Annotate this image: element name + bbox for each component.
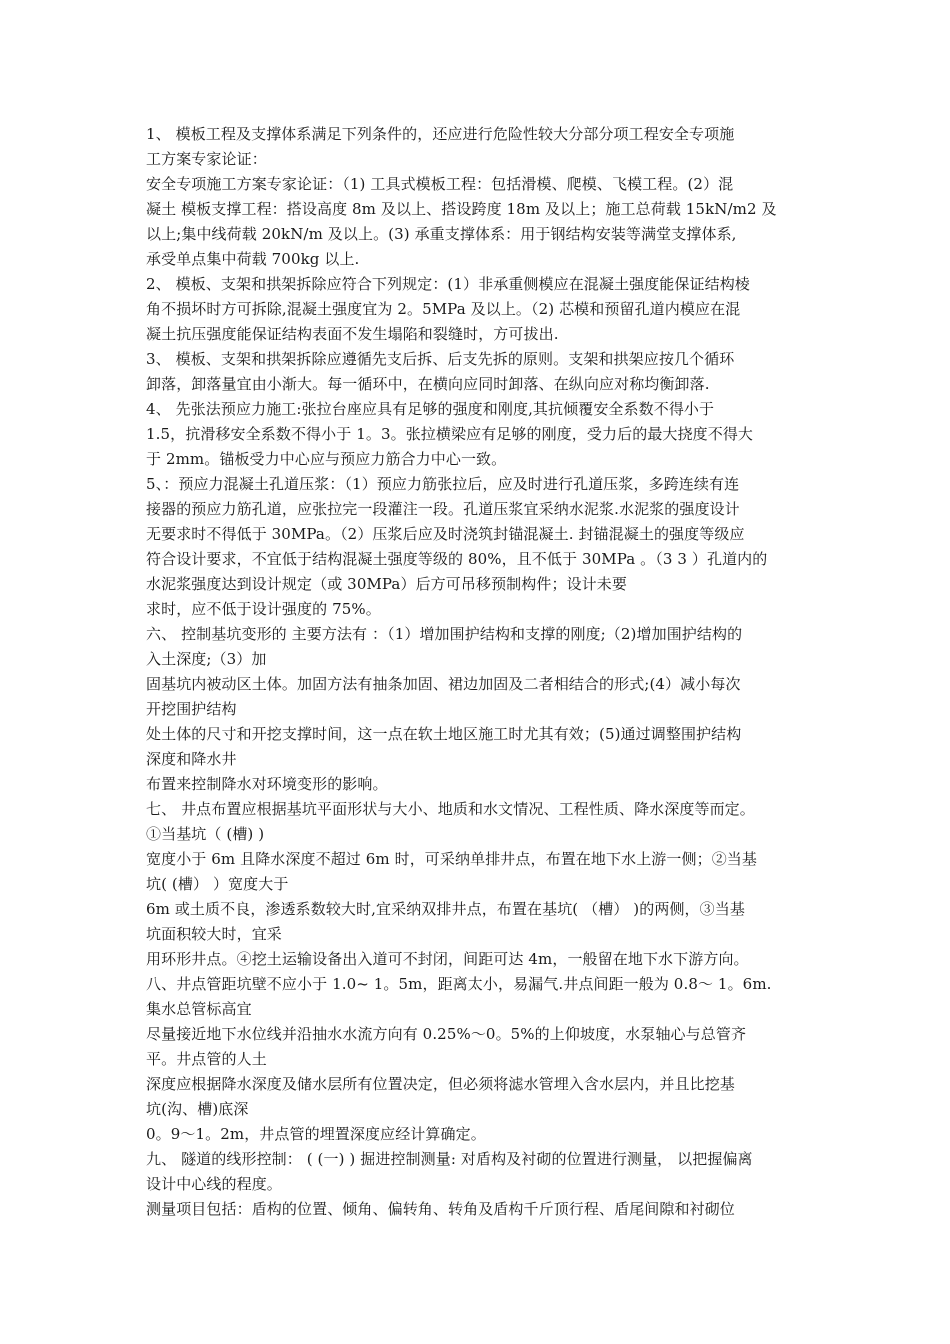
text-line: 凝土抗压强度能保证结构表面不发生塌陷和裂缝时，方可拔出. (146, 325, 559, 343)
text-line: 深度应根据降水深度及储水层所有位置决定，但必须将滤水管埋入含水层内，并且比挖基 (146, 1075, 735, 1093)
text-line: 无要求时不得低于 30MPa。（2）压浆后应及时浇筑封锚混凝土. 封锚混凝土的强度等级应 (146, 525, 745, 543)
text-line: 0。9～1。2m，井点管的埋置深度应经计算确定。 (146, 1125, 486, 1143)
text-line: 固基坑内被动区土体。加固方法有抽条加固、裙边加固及二者相结合的形式;(4）减小每次 (146, 675, 741, 693)
text-line: 处土体的尺寸和开挖支撑时间，这一点在软土地区施工时尤其有效；(5)通过调整围护结构 (146, 725, 742, 743)
text-line: 凝土 模板支撑工程：搭设高度 8m 及以上、搭设跨度 18m 及以上；施工总荷载 15kN/m2 及 (146, 200, 777, 218)
text-line: 宽度小于 6m 且降水深度不超过 6m 时，可采纳单排井点，布置在地下水上游一侧；②当基 (146, 850, 758, 868)
text-line: 角不损坏时方可拆除,混凝土强度宜为 2。5MPa 及以上。（2) 芯模和预留孔道内模应在混 (146, 300, 741, 318)
text-line: 测量项目包括：盾构的位置、倾角、偏转角、转角及盾构千斤顶行程、盾尾间隙和衬砌位 (146, 1200, 735, 1218)
text-line: 符合设计要求，不宜低于结构混凝土强度等级的 80%，且不低于 30MPa 。（3 3 ）孔道内的 (146, 550, 768, 568)
text-line: 九、 隧道的线形控制： ( (一) ) 掘进控制测量: 对盾构及衬砌的位置进行测量， 以把握偏离 (146, 1150, 753, 1168)
text-line: 用环形井点。④挖土运输设备出入道可不封闭，间距可达 4m，一般留在地下水下游方向。 (146, 950, 749, 968)
text-line: 集水总管标高宜 (146, 1000, 252, 1018)
document-body (146, 122, 810, 1222)
text-line: 七、 井点布置应根据基坑平面形状与大小、地质和水文情况、工程性质、降水深度等而定。 (146, 800, 755, 818)
text-line: 水泥浆强度达到设计规定（或 30MPa）后方可吊移预制构件；设计未要 (146, 575, 627, 593)
text-line: 八、井点管距坑壁不应小于 1.0~ 1。5m，距离太小，易漏气.井点间距一般为 0.8～ 1。6m. (146, 975, 772, 993)
text-line: 坑(沟、槽)底深 (146, 1100, 249, 1118)
text-line: 以上;集中线荷载 20kN/m 及以上。(3) 承重支撑体系：用于钢结构安装等满堂支撑体系, (146, 225, 737, 243)
text-line: 设计中心线的程度。 (146, 1175, 282, 1193)
text-line: 入土深度;（3）加 (146, 650, 267, 668)
text-line: 2、 模板、支架和拱架拆除应符合下列规定：(1）非承重侧模应在混凝土强度能保证结构棱 (146, 275, 750, 293)
text-line: 于 2mm。锚板受力中心应与预应力筋合力中心一致。 (146, 450, 507, 468)
text-line: 坑面积较大时，宜采 (146, 925, 282, 943)
text-line: 坑( (槽） ）宽度大于 (146, 875, 289, 893)
text-line: 开挖围护结构 (146, 700, 237, 718)
text-line: 求时，应不低于设计强度的 75%。 (146, 600, 381, 618)
text-line: 1、 模板工程及支撑体系满足下列条件的，还应进行危险性较大分部分项工程安全专项施 (146, 125, 735, 143)
text-line: 布置来控制降水对环境变形的影响。 (146, 775, 388, 793)
text-line: 尽量接近地下水位线并沿抽水水流方向有 0.25%～0。5%的上仰坡度，水泵轴心与总管齐 (146, 1025, 747, 1043)
text-line: ①当基坑（ (槽) ) (146, 825, 265, 843)
text-line: 工方案专家论证： (146, 150, 267, 168)
text-line: 5、：预应力混凝土孔道压浆：（1）预应力筋张拉后，应及时进行孔道压浆，多跨连续有连 (146, 475, 740, 493)
text-line: 4、 先张法预应力施工:张拉台座应具有足够的强度和刚度,其抗倾覆安全系数不得小于 (146, 400, 715, 418)
text-line: 安全专项施工方案专家论证：（1) 工具式模板工程：包括滑模、爬模、飞模工程。(2）混 (146, 175, 734, 193)
text-line: 接器的预应力筋孔道，应张拉完一段灌注一段。孔道压浆宜采纳水泥浆.水泥浆的强度设计 (146, 500, 740, 518)
text-line: 1.5，抗滑移安全系数不得小于 1。3。张拉横梁应有足够的刚度，受力后的最大挠度不得大 (146, 425, 754, 443)
text-line: 承受单点集中荷载 700kg 以上. (146, 250, 360, 268)
text-line: 深度和降水井 (146, 750, 237, 768)
text-line: 6m 或土质不良，渗透系数较大时,宜采纳双排井点，布置在基坑( （槽） )的两侧，③当基 (146, 900, 745, 918)
text-line: 六、 控制基坑变形的 主要方法有 ：（1）增加围护结构和支撑的刚度;（2)增加围护结构的 (146, 625, 743, 643)
text-line: 卸落，卸落量宜由小渐大。每一循环中，在横向应同时卸落、在纵向应对称均衡卸落. (146, 375, 710, 393)
text-line: 平。井点管的人土 (146, 1050, 267, 1068)
text-line: 3、 模板、支架和拱架拆除应遵循先支后拆、后支先拆的原则。支架和拱架应按几个循环 (146, 350, 735, 368)
